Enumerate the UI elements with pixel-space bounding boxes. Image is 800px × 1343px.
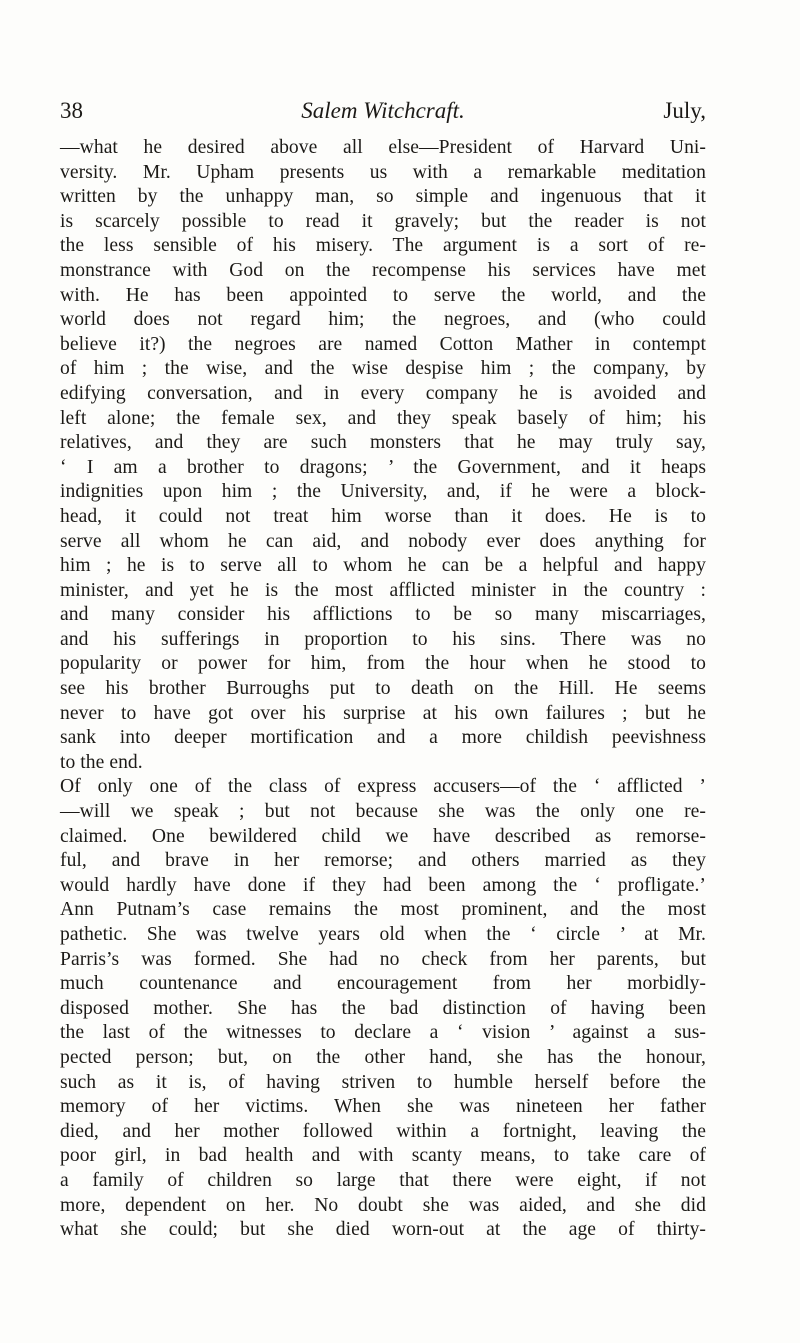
text-line: disposed mother. She has the bad distinction of having been [60,997,706,1019]
running-date: July, [663,98,706,123]
text-line: the less sensible of his misery. The argument is a sort of re- [60,235,706,257]
text-line: left alone; the female sex, and they speak basely of him; his [60,407,706,429]
text-line: monstrance with God on the recompense his services have met [60,259,706,281]
running-title: Salem Witchcraft. [301,98,465,123]
text-line: much countenance and encouragement from her morbidly- [60,973,706,995]
text-line: the last of the witnesses to declare a ‘ vision ’ against a sus- [60,1022,706,1044]
text-line: edifying conversation, and in every company he is avoided and [60,382,706,404]
paragraph-start-line: Of only one of the class of express accusers—of the ‘ afflicted ’ [60,776,706,798]
text-line: ‘ I am a brother to dragons; ’ the Government, and it heaps [60,456,706,478]
text-line: and his sufferings in proportion to his sins. There was no [60,628,706,650]
text-line: pected person; but, on the other hand, she has the honour, [60,1046,706,1068]
text-line: believe it?) the negroes are named Cotton Mather in contempt [60,333,706,355]
paragraph-end-line: to the end. [60,751,143,773]
text-line: see his brother Burroughs put to death on the Hill. He seems [60,678,706,700]
text-line: head, it could not treat him worse than it does. He is to [60,505,706,527]
text-line: popularity or power for him, from the hour when he stood to [60,653,706,675]
text-line: —what he desired above all else—President of Harvard Uni- [60,137,706,158]
text-line: indignities upon him ; the University, and, if he were a block- [60,481,706,503]
text-line: such as it is, of having striven to humble herself before the [60,1071,706,1093]
text-line: minister, and yet he is the most afflicted minister in the country : [60,579,706,601]
text-line: sank into deeper mortification and a more childish peevishness [60,727,706,749]
text-line: world does not regard him; the negroes, and (who could [60,309,706,331]
text-line: more, dependent on her. No doubt she was aided, and she did [60,1194,706,1216]
text-line: pathetic. She was twelve years old when the ‘ circle ’ at Mr. [60,924,706,945]
text-line: versity. Mr. Upham presents us with a remarkable meditation [60,161,706,183]
page-number: 38 [60,98,83,123]
text-line: of him ; the wise, and the wise despise him ; the company, by [60,358,706,380]
text-line: relatives, and they are such monsters that he may truly say, [60,432,706,454]
text-line: memory of her victims. When she was nineteen her father [60,1096,706,1118]
text-line: him ; he is to serve all to whom he can be a helpful and happy [60,555,706,577]
text-line: poor girl, in bad health and with scanty means, to take care of [60,1145,706,1167]
text-line: serve all whom he can aid, and nobody ever does anything for [60,530,706,552]
text-line: is scarcely possible to read it gravely; but the reader is not [60,210,706,232]
text-line: written by the unhappy man, so simple and ingenuous that it [60,186,706,208]
running-header [60,94,706,128]
text-line: Ann Putnam’s case remains the most prominent, and the most [60,899,706,921]
text-line: and many consider his afflictions to be so many miscarriages, [60,604,706,626]
text-line: died, and her mother followed within a fortnight, leaving the [60,1120,706,1142]
text-line: with. He has been appointed to serve the world, and the [60,284,706,306]
text-line: ful, and brave in her remorse; and others married as they [60,850,706,872]
text-line: never to have got over his surprise at his own failures ; but he [60,702,706,724]
text-line: a family of children so large that there were eight, if not [60,1169,706,1191]
text-line: what she could; but she died worn-out at the age of thirty- [60,1219,706,1241]
text-line: claimed. One bewildered child we have described as remorse- [60,825,706,847]
text-line: would hardly have done if they had been among the ‘ profligate.’ [60,874,706,896]
text-line: —will we speak ; but not because she was the only one re- [60,801,706,823]
text-line: Parris’s was formed. She had no check from her parents, but [60,948,706,970]
body-text [60,136,706,1243]
